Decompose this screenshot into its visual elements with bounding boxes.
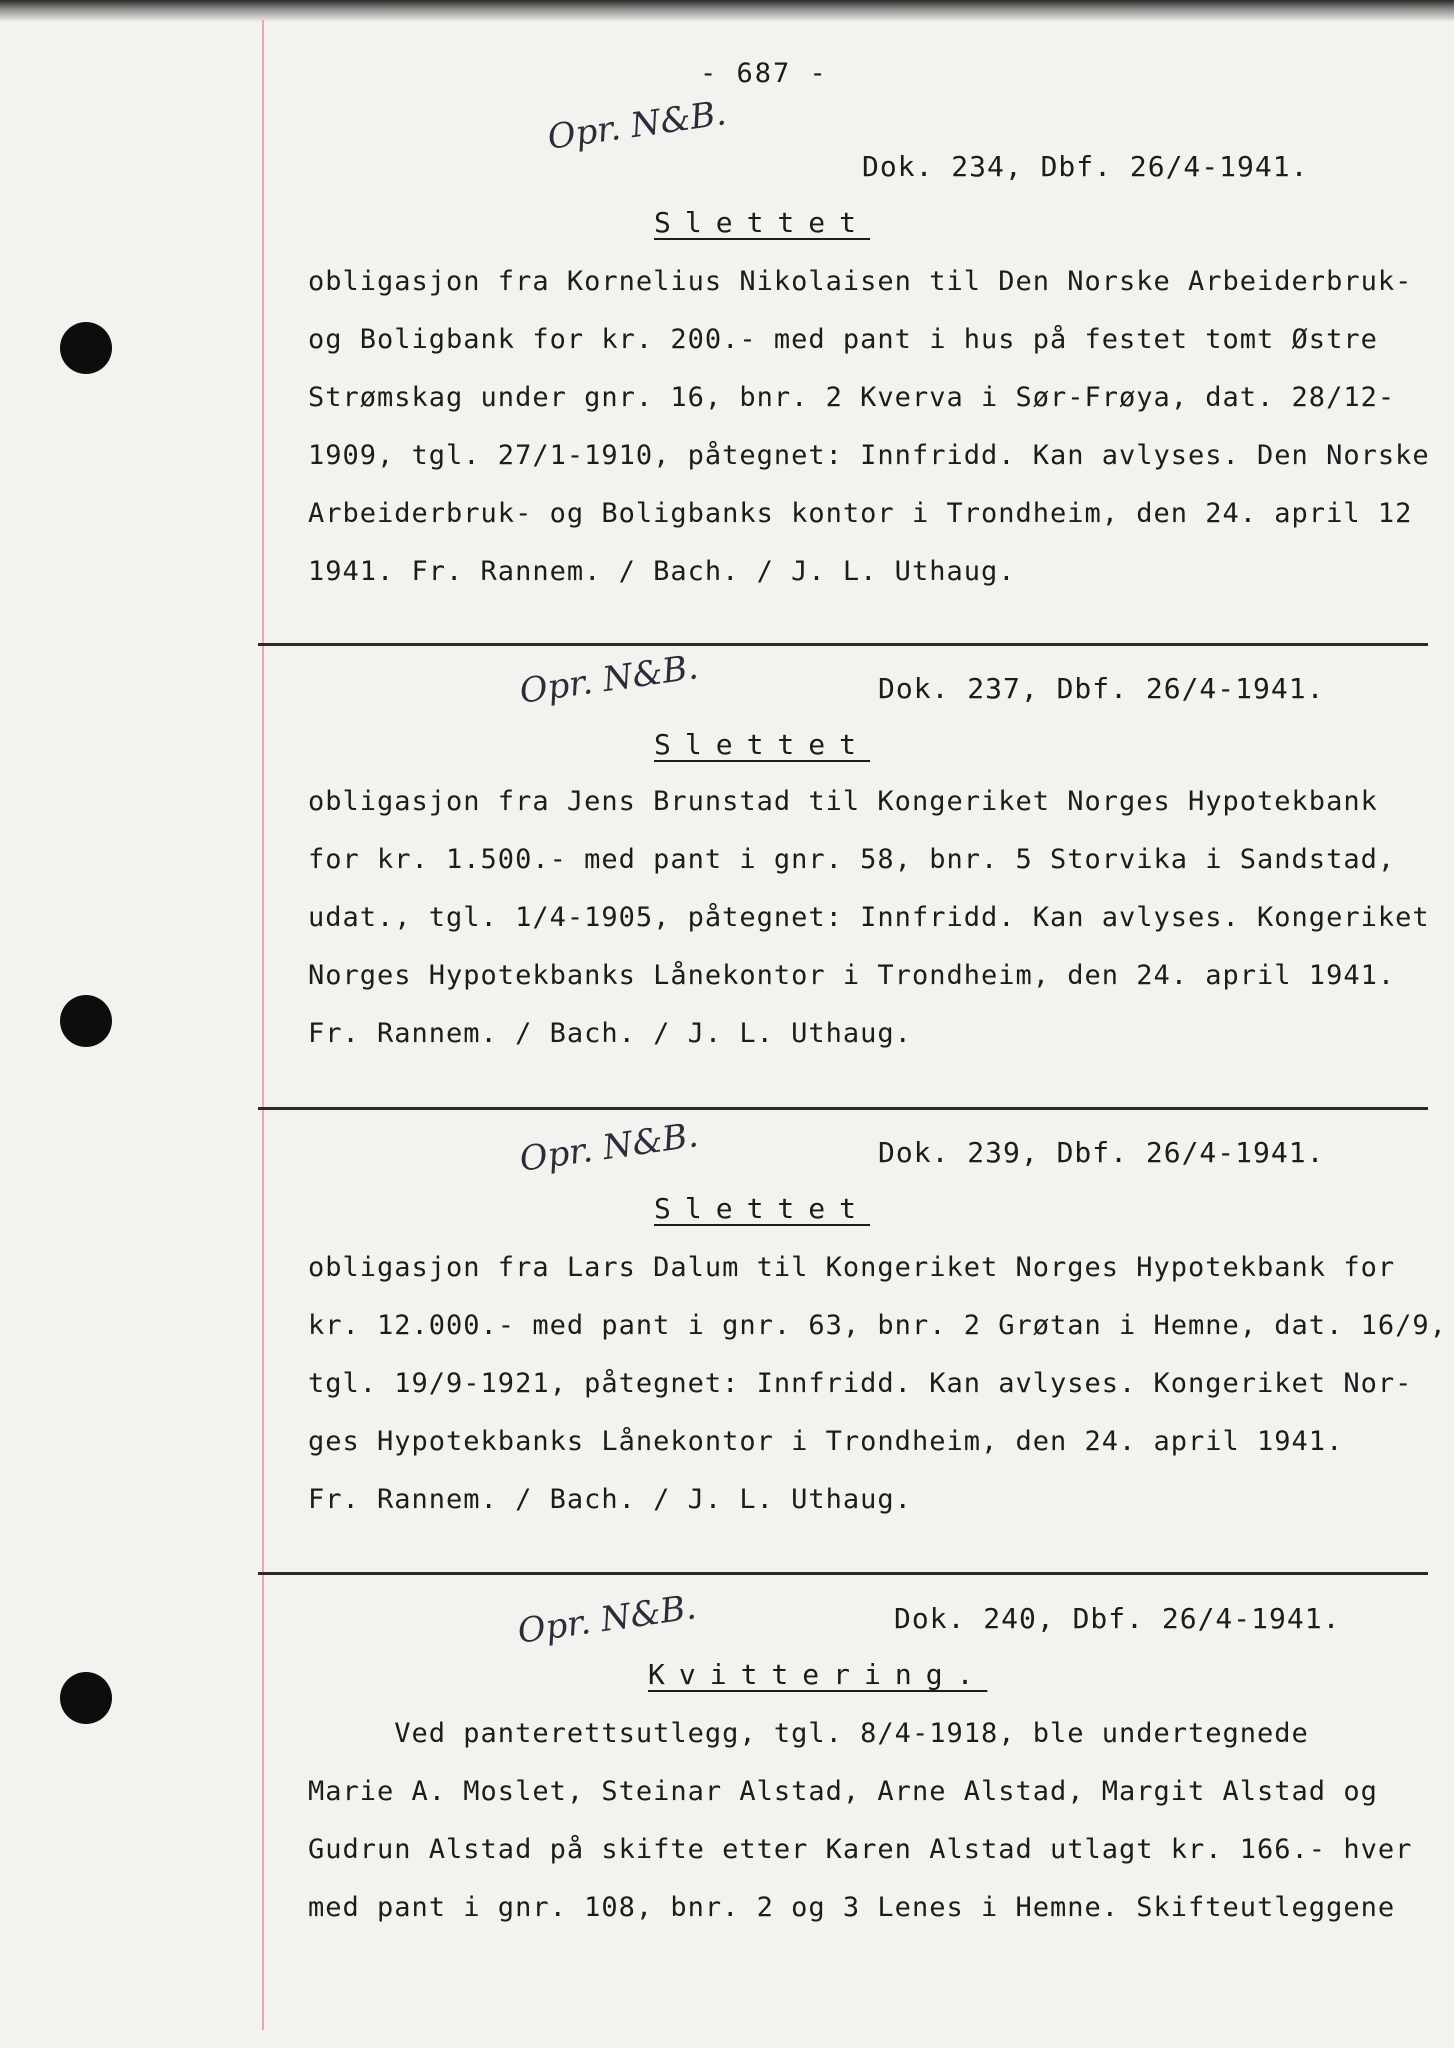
body-line: og Boligbank for kr. 200.- med pant i hus på festet tomt Østre (308, 324, 1378, 355)
body-line: Fr. Rannem. / Bach. / J. L. Uthaug. (308, 1484, 912, 1515)
document-reference: Dok. 239, Dbf. 26/4-1941. (878, 1136, 1325, 1169)
handwritten-annotation: Opr. N&B. (517, 1115, 701, 1180)
punch-hole (60, 322, 112, 374)
document-reference: Dok. 240, Dbf. 26/4-1941. (894, 1602, 1341, 1635)
handwritten-annotation: Opr. N&B. (515, 1587, 699, 1652)
body-line: med pant i gnr. 108, bnr. 2 og 3 Lenes i Hemne. Skifteutleggene (308, 1892, 1396, 1923)
page-number: - 687 - (700, 58, 828, 89)
body-line: Strømskag under gnr. 16, bnr. 2 Kverva i Sør-Frøya, dat. 28/12- (308, 382, 1396, 413)
handwritten-annotation: Opr. N&B. (517, 647, 701, 712)
body-line: 1941. Fr. Rannem. / Bach. / J. L. Uthaug. (308, 556, 1016, 587)
body-line: obligasjon fra Lars Dalum til Kongeriket Norges Hypotekbank for (308, 1252, 1396, 1283)
body-line: Gudrun Alstad på skifte etter Karen Alstad utlagt kr. 166.- hver (308, 1834, 1413, 1865)
body-line: 1909, tgl. 27/1-1910, påtegnet: Innfridd. Kan avlyses. Den Norske (308, 440, 1430, 471)
section-divider (258, 1572, 1428, 1575)
body-line: Fr. Rannem. / Bach. / J. L. Uthaug. (308, 1018, 912, 1049)
body-line: kr. 12.000.- med pant i gnr. 63, bnr. 2 Grøtan i Hemne, dat. 16/9, (308, 1310, 1447, 1341)
body-line: Ved panterettsutlegg, tgl. 8/4-1918, ble undertegnede (308, 1718, 1309, 1749)
entry-heading: Slettet (654, 728, 871, 761)
body-line: obligasjon fra Jens Brunstad til Kongeriket Norges Hypotekbank (308, 786, 1378, 817)
body-line: udat., tgl. 1/4-1905, påtegnet: Innfridd. Kan avlyses. Kongeriket (308, 902, 1430, 933)
entry-heading: Slettet (654, 206, 871, 239)
body-line: Arbeiderbruk- og Boligbanks kontor i Trondheim, den 24. april 12 (308, 498, 1413, 529)
section-divider (258, 1107, 1428, 1110)
body-line: tgl. 19/9-1921, påtegnet: Innfridd. Kan avlyses. Kongeriket Nor- (308, 1368, 1413, 1399)
body-line: obligasjon fra Kornelius Nikolaisen til Den Norske Arbeiderbruk- (308, 266, 1413, 297)
margin-line (262, 20, 264, 2030)
document-reference: Dok. 237, Dbf. 26/4-1941. (878, 672, 1325, 705)
scan-top-edge (0, 0, 1454, 22)
body-line: ges Hypotekbanks Lånekontor i Trondheim, den 24. april 1941. (308, 1426, 1344, 1457)
punch-hole (60, 995, 112, 1047)
document-reference: Dok. 234, Dbf. 26/4-1941. (862, 150, 1309, 183)
entry-heading: Slettet (654, 1192, 871, 1225)
body-line: Marie A. Moslet, Steinar Alstad, Arne Alstad, Margit Alstad og (308, 1776, 1378, 1807)
entry-heading: Kvittering. (648, 1658, 988, 1691)
section-divider (258, 643, 1428, 646)
handwritten-annotation: Opr. N&B. (545, 93, 729, 158)
body-line: for kr. 1.500.- med pant i gnr. 58, bnr. 5 Storvika i Sandstad, (308, 844, 1396, 875)
punch-hole (60, 1672, 112, 1724)
body-line: Norges Hypotekbanks Lånekontor i Trondheim, den 24. april 1941. (308, 960, 1396, 991)
